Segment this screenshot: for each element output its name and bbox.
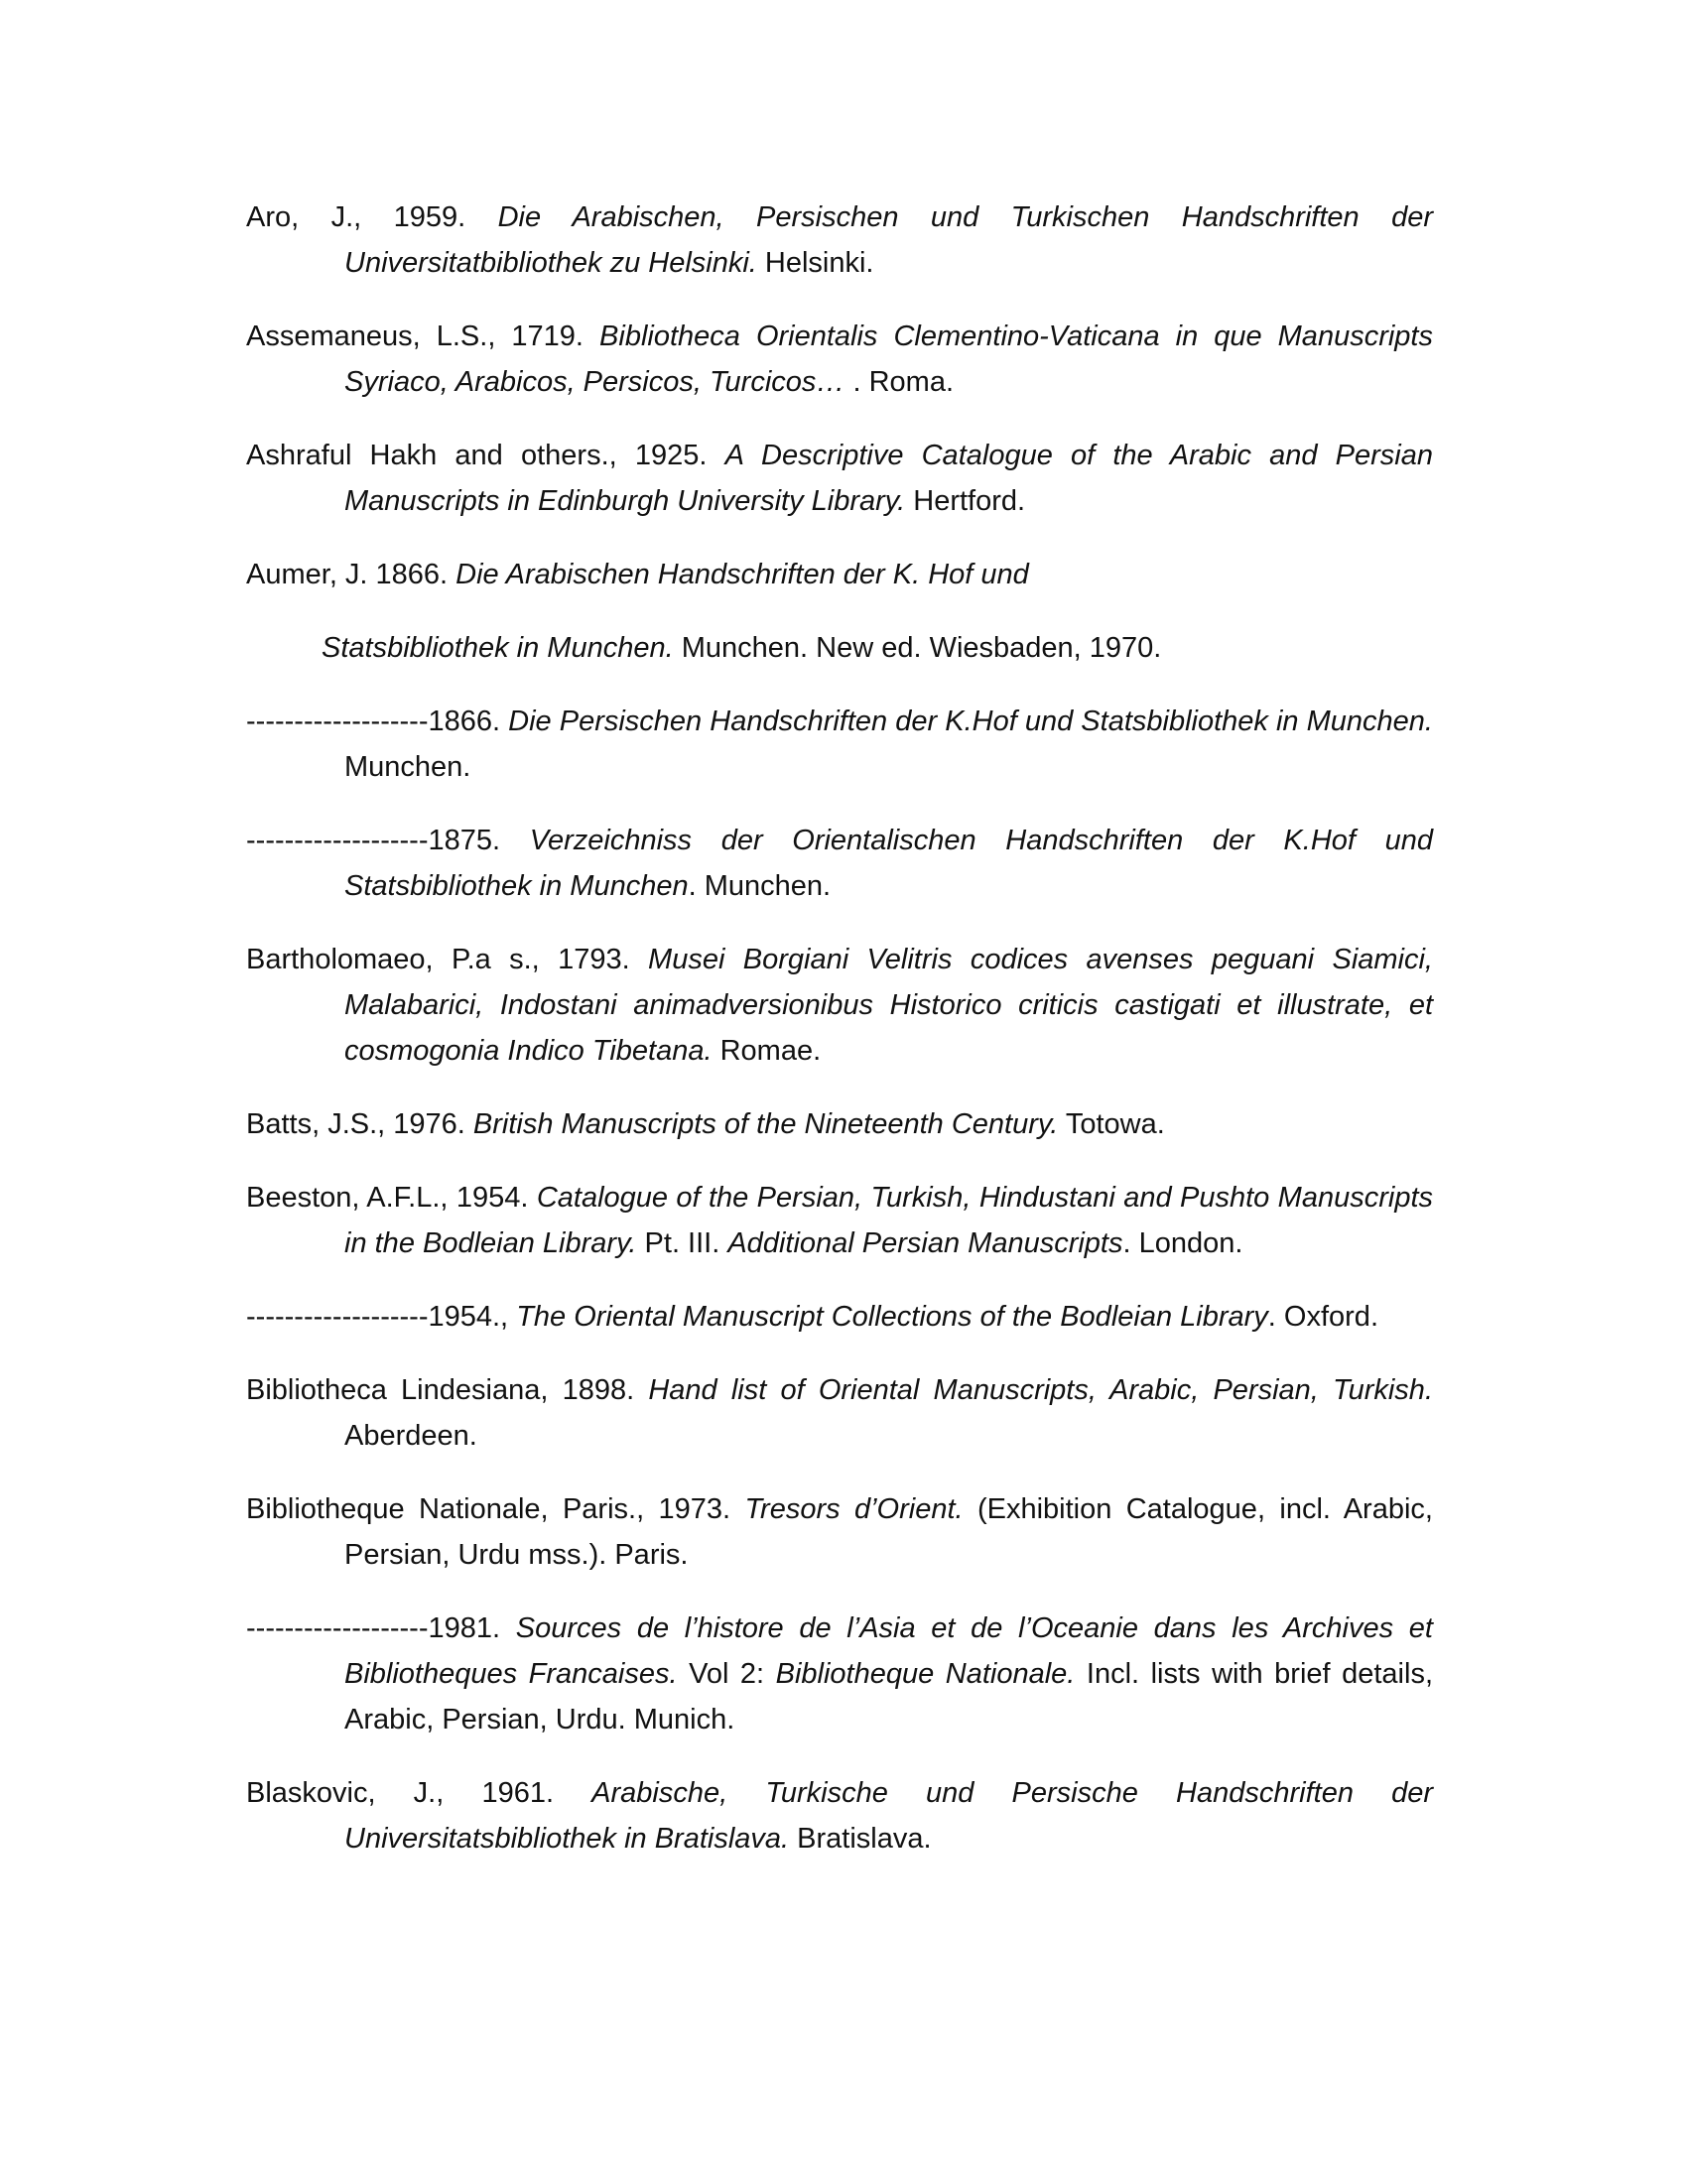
bibliography-entry-assemaneus	[246, 314, 1433, 405]
entry-author: Ashraful Hakh and others., 1925.	[246, 440, 725, 471]
entry-title: Die Arabischen, Persischen und Turkischen Handschriften der Universitatbibliothek zu Helsinki.	[344, 201, 1433, 279]
entry-subtitle: Additional Persian Manuscripts	[727, 1227, 1123, 1259]
entry-author: Aro, J., 1959.	[246, 201, 498, 233]
entry-publisher: . Munchen.	[688, 870, 832, 902]
entry-title: A Descriptive Catalogue of the Arabic and Persian Manuscripts in Edinburgh University Library.	[344, 440, 1433, 517]
entry-publisher: Bratislava.	[789, 1823, 932, 1855]
bibliography-entry-aumer	[246, 552, 1433, 671]
entry-publisher: . Oxford.	[1267, 1301, 1378, 1333]
entry-title: Catalogue of the Persian, Turkish, Hindustani and Pushto Manuscripts in the Bodleian Library.	[344, 1182, 1434, 1259]
entry-author: Blaskovic, J., 1961.	[246, 1777, 592, 1809]
entry-author: Bartholomaeo, P.a s., 1793.	[246, 944, 649, 975]
entry-publisher: Romae.	[712, 1035, 822, 1067]
bibliography-entry-bibliotheque-nationale-1981	[246, 1606, 1433, 1742]
entry-publisher: Hertford.	[905, 485, 1026, 517]
entry-title: Bibliotheca Orientalis Clementino-Vaticana in que Manuscripts Syriaco, Arabicos, Persicos, Turcicos…	[344, 321, 1433, 398]
bibliography-entry-bartholomaeo	[246, 937, 1433, 1074]
entry-volume: Vol 2:	[677, 1658, 776, 1690]
bibliography-entry-blaskovic	[246, 1770, 1433, 1862]
entry-author: Batts, J.S., 1976.	[246, 1108, 473, 1140]
entry-publisher: . London.	[1122, 1227, 1243, 1259]
entry-title-part-2: Statsbibliothek in Munchen.	[322, 632, 674, 664]
entry-publisher: . Roma.	[844, 366, 955, 398]
bibliography-entry-batts	[246, 1101, 1433, 1147]
entry-publisher: Aberdeen.	[344, 1420, 477, 1452]
entry-publisher: Incl. lists with brief details, Arabic, Persian, Urdu. Munich.	[344, 1658, 1433, 1735]
bibliography-entry-beeston-1954-collections	[246, 1294, 1433, 1340]
entry-title: The Oriental Manuscript Collections of the Bodleian Library	[516, 1301, 1268, 1333]
entry-title: Sources de l’histore de l’Asia et de l’Oceanie dans les Archives et Bibliotheques Francaises.	[344, 1612, 1433, 1690]
entry-author: -------------------1866.	[246, 706, 509, 737]
entry-publisher: (Exhibition Catalogue, incl. Arabic, Persian, Urdu mss.). Paris.	[344, 1493, 1433, 1571]
entry-publisher: Munchen.	[344, 751, 471, 783]
entry-publisher: Helsinki.	[756, 247, 874, 279]
entry-title-part-1: Die Arabischen Handschriften der K. Hof und	[455, 559, 1029, 590]
bibliography-entry-aumer-1866-persian	[246, 699, 1433, 790]
entry-line-2	[322, 625, 1433, 671]
entry-author: Bibliotheca Lindesiana, 1898.	[246, 1374, 649, 1406]
bibliography-entry-bibliotheca-lindesiana	[246, 1367, 1433, 1459]
entry-title: Tresors d’Orient.	[744, 1493, 964, 1525]
entry-author: -------------------1954.,	[246, 1301, 517, 1333]
entry-part: Pt. III.	[636, 1227, 728, 1259]
bibliography-entry-bibliotheque-nationale	[246, 1486, 1433, 1578]
entry-title: British Manuscripts of the Nineteenth Century.	[472, 1108, 1059, 1140]
entry-publisher: Munchen. New ed. Wiesbaden, 1970.	[673, 632, 1162, 664]
bibliography-entry-aro	[246, 194, 1433, 286]
entry-author: -------------------1875.	[246, 825, 530, 856]
bibliography-entry-beeston	[246, 1175, 1433, 1266]
entry-author: Assemaneus, L.S., 1719.	[246, 321, 600, 352]
bibliography-entry-aumer-1875	[246, 818, 1433, 909]
entry-publisher: Totowa.	[1058, 1108, 1165, 1140]
entry-line-1	[246, 552, 1433, 597]
entry-author: Bibliotheque Nationale, Paris., 1973.	[246, 1493, 745, 1525]
bibliography-entry-ashraful-hakh	[246, 433, 1433, 524]
entry-title: Die Persischen Handschriften der K.Hof und Statsbibliothek in Munchen.	[508, 706, 1433, 737]
bibliography-list	[246, 194, 1433, 1889]
entry-author: Aumer, J. 1866.	[246, 559, 456, 590]
entry-title: Hand list of Oriental Manuscripts, Arabic, Persian, Turkish.	[648, 1374, 1433, 1406]
entry-subtitle: Bibliotheque Nationale.	[775, 1658, 1076, 1690]
entry-title: Arabische, Turkische und Persische Handschriften der Universitatsbibliothek in Bratislava.	[344, 1777, 1434, 1855]
entry-author: Beeston, A.F.L., 1954.	[246, 1182, 537, 1214]
entry-title: Verzeichniss der Orientalischen Handschriften der K.Hof und Statsbibliothek in Munchen	[344, 825, 1433, 902]
entry-author: -------------------1981.	[246, 1612, 516, 1644]
entry-title: Musei Borgiani Velitris codices avenses peguani Siamici, Malabarici, Indostani animadversionibus Historico criticis castigati et illustrate, et cosmogonia Indico Tibetana.	[344, 944, 1433, 1067]
